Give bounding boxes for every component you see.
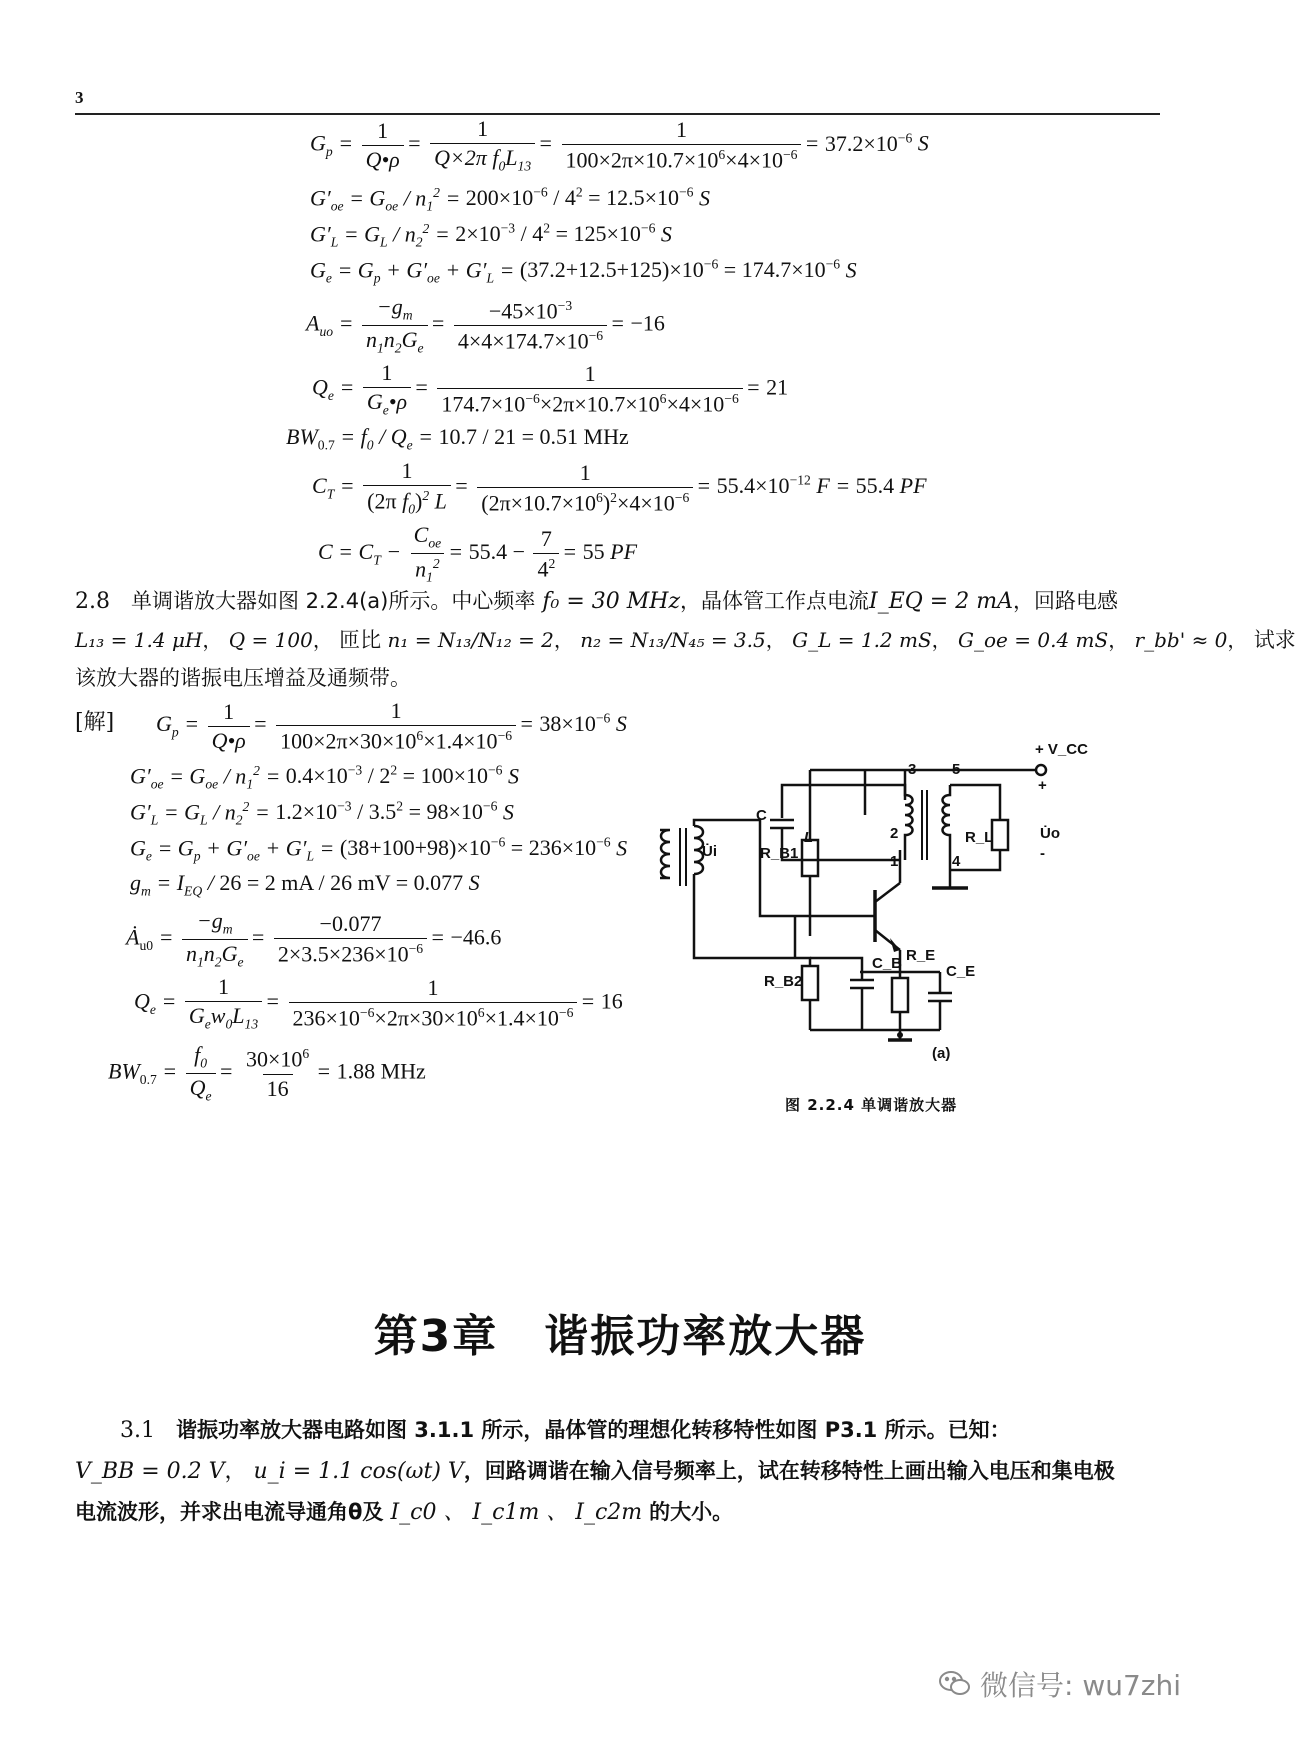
secondary-coil <box>943 785 951 870</box>
tank-inductor <box>865 785 913 860</box>
label-rb1: R_B1 <box>760 845 799 862</box>
label-node-3: 3 <box>908 761 917 778</box>
vbb-value: V_BB = 0.2 V <box>75 1459 225 1484</box>
solution-goe-prime: $G'_{oe} = G_{oe} / n_1^2 = 0.4\times 10^{-3} / 2^2 = 100\times 10^{-6}$ S <box>130 763 519 792</box>
equation-bw: $BW_{0.7} = f_0 / Q_e = 10.7 / 21 = 0.51$ MHz <box>286 424 629 453</box>
label-ui: U̇i <box>702 843 717 860</box>
header-rule <box>75 113 1160 115</box>
re-resistor <box>892 978 908 1012</box>
f0-value: f₀ = 30 MHz <box>542 589 681 614</box>
n1-value: n₁ = N₁₃/N₁₂ = 2 <box>387 628 554 652</box>
label-vcc: + V_CC <box>1035 741 1088 758</box>
solution-gp: $G_p$ = $\frac{1}{Q•\rho}$ = $\frac{1}{100\times 2\pi\times 30\times 10^6\times 1.4\times 10^{-6}}$ = $38\times 10^{-6}$ S <box>156 698 627 754</box>
equation-gp: $G_p$ = $\frac{1}{Q•\rho}$ = $\frac{1}{Q\times 2\pi f_0L_{13}}$ = $\frac{1}{100\times 2\pi\times 10.7\times 10^6\times 4\times 10^{-6}}$ = $37.2\times 10^{-6}$ S <box>310 116 929 174</box>
problem-3-1-text: 3.1 谐振功率放大器电路如图 3.1.1 所示，晶体管的理想化转移特性如图 P3.1 所示。已知： V_BB = 0.2 V， u_i = 1.1 cos(ωt) V，回路调谐在输入信号频率上，试在转移特性上画出输入电压和集电极 电流波形，并求出电流导通角θ及 I_c0 、 I_c1m 、 I_c2m 的大小。 <box>75 1418 1115 1525</box>
label-rb2: R_B2 <box>764 973 803 990</box>
ieq-value: I_EQ = 2 mA <box>869 589 1013 614</box>
equation-ge: $G_e = G_p + G'_{oe} + G'_L = (37.2+12.5+125)\times 10^{-6} = 174.7\times 10^{-6}$ S <box>310 257 857 286</box>
label-cb: C_B <box>872 955 903 972</box>
page-number: 3 <box>75 88 84 107</box>
wechat-icon <box>938 1669 972 1699</box>
solution-bw: $BW_{0.7}$ = $\frac{f_0}{Q_e}$ = $\frac{30\times 10^6}{16}$ = 1.88 MHz <box>108 1042 426 1104</box>
figure-caption: 图 2.2.4 单调谐放大器 <box>785 1096 958 1114</box>
solution-gm: $g_m = I_{EQ} / 26 = 2$ mA / 26 mV = 0.077 S <box>130 870 480 899</box>
problem-text-1: 单调谐放大器如图 2.2.4(a)所示。中心频率 <box>130 589 536 613</box>
rbb-value: r_bb' ≈ 0 <box>1134 628 1228 652</box>
l13-value: L₁₃ = 1.4 μH <box>75 628 203 652</box>
solution-qe: $Q_e$ = $\frac{1}{G_ew_0L_{13}}$ = $\frac{1}{236\times 10^{-6}\times 2\pi\times 30\times 10^6\times 1.4\times 10^{-6}}$ = 16 <box>134 974 623 1032</box>
problem-3-1-line4: 的大小。 <box>649 1500 734 1524</box>
equation-goe-prime: $G'_{oe} = G_{oe} / n_1^2 = 200\times 10^{-6} / 4^2 = 12.5\times 10^{-6}$ S <box>310 185 710 214</box>
problem-3-1-number: 3.1 <box>120 1418 155 1443</box>
label-rl: R_L <box>965 829 994 846</box>
label-minus: - <box>1040 845 1045 862</box>
ratio-label: 匝比 <box>339 628 382 652</box>
label-c: C <box>756 807 767 824</box>
label-node-2: 2 <box>890 825 899 842</box>
solution-ge: $G_e = G_p + G'_{oe} + G'_L = (38+100+98)\times 10^{-6} = 236\times 10^{-6}$ S <box>130 835 628 864</box>
circuit-diagram <box>700 740 1120 1080</box>
ui-value: u_i = 1.1 cos(ωt) V <box>253 1459 464 1484</box>
label-plus: + <box>1038 777 1047 794</box>
n2-value: n₂ = N₁₃/N₄₅ = 3.5 <box>580 628 766 652</box>
currents-list: I_c0 、 I_c1m 、 I_c2m <box>390 1500 643 1525</box>
problem-2-8-text: 2.8 单调谐放大器如图 2.2.4(a)所示。中心频率 f₀ = 30 MHz，晶体管工作点电流I_EQ = 2 mA，回路电感 L₁₃ = 1.4 μH， Q = 100， 匝比 n₁ = N₁₃/N₁₂ = 2， n₂ = N₁₃/N₄₅ = 3.5， G_L = 1.2 mS， G_oe = 0.4 mS， r_bb' ≈ 0， 试求 该放大器的谐振电压增益及通频带。 <box>75 582 1165 697</box>
chapter-title: 第3章 谐振功率放大器 <box>373 1311 867 1362</box>
label-a: (a) <box>932 1045 951 1062</box>
problem-number: 2.8 <box>75 589 110 614</box>
gl-value: G_L = 1.2 mS <box>792 628 932 652</box>
ask-text: 试求 <box>1253 628 1296 652</box>
label-node-4: 4 <box>952 853 961 870</box>
label-re: R_E <box>906 947 936 964</box>
solution-au0: $Ȧ_{u0}$ = $\frac{-g_m}{n_1n_2G_e}$ = $\frac{-0.077}{2\times 3.5\times 236\times 10^{-6}}$ = −46.6 <box>126 908 502 970</box>
watermark-text: 微信号: wu7zhi <box>980 1669 1182 1702</box>
rl-resistor <box>992 820 1008 850</box>
label-node-5: 5 <box>952 761 961 778</box>
label-l: L <box>804 829 814 846</box>
vcc-terminal <box>1036 765 1046 775</box>
equation-c: $C = C_T$ − $\frac{C_{oe}}{n_1^2}$ = 55.4 − $\frac{7}{4^2}$ = 55 PF <box>318 522 638 585</box>
problem-text-1c: ，回路电感 <box>1012 589 1118 613</box>
equation-ct: $C_T$ = $\frac{1}{(2\pi f_0)^2 L}$ = $\frac{1}{(2\pi\times 10.7\times 10^6)^2\times 4\times 10^{-6}}$ = $55.4\times 10^{-12}$ F = 55.4 PF <box>312 458 927 517</box>
equation-auo: $A_{uo}$ = $\frac{-g_m}{n_1n_2G_e}$ = $\frac{-45\times 10^{-3}}{4\times 4\times 174.7\times 10^{-6}}$ = −16 <box>306 294 665 356</box>
problem-3-1-line1: 谐振功率放大器电路如图 3.1.1 所示，晶体管的理想化转移特性如图 P3.1 所示。已知： <box>175 1418 1011 1442</box>
solution-label: [解] <box>75 710 115 735</box>
label-ce: C_E <box>946 963 976 980</box>
problem-text-3: 该放大器的谐振电压增益及通频带。 <box>75 666 411 690</box>
label-node-1: 1 <box>890 853 899 870</box>
equation-gl-prime: $G'_L = G_L / n_2^2 = 2\times 10^{-3} / 4^2 = 125\times 10^{-6}$ S <box>310 221 672 250</box>
label-uo: U̇o <box>1040 825 1060 842</box>
watermark <box>938 1664 1181 1704</box>
problem-text-1b: ，晶体管工作点电流 <box>680 589 870 613</box>
solution-gl-prime: $G'_L = G_L / n_2^2 = 1.2\times 10^{-3} / 3.5^2 = 98\times 10^{-6}$ S <box>130 799 514 828</box>
rb2-resistor <box>802 966 818 1000</box>
problem-3-1-line2: ，回路调谐在输入信号频率上，试在转移特性上画出输入电压和集电极 <box>463 1459 1115 1483</box>
equation-qe: $Q_e$ = $\frac{1}{G_e•\rho}$ = $\frac{1}{174.7\times 10^{-6}\times 2\pi\times 10.7\times 10^6\times 4\times 10^{-6}}$ = 21 <box>312 360 789 418</box>
q-value: Q = 100 <box>228 628 313 652</box>
goe-value: G_oe = 0.4 mS <box>958 628 1109 652</box>
problem-3-1-line3: 电流波形，并求出电流导通角θ及 <box>75 1500 384 1524</box>
